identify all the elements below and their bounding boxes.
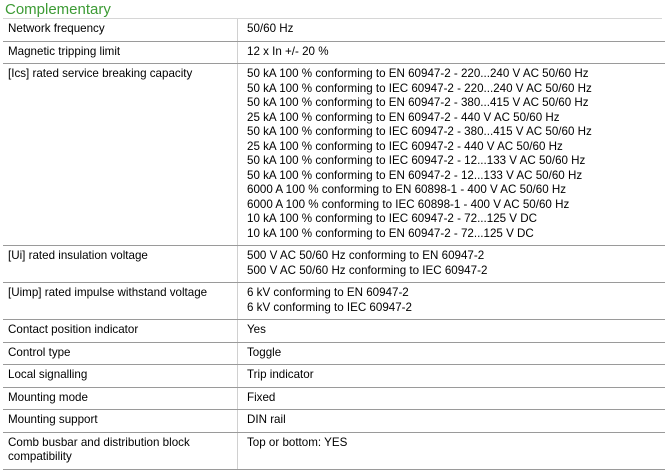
spec-label: [Ui] rated insulation voltage — [3, 246, 238, 283]
spec-value: 50/60 Hz — [247, 22, 661, 37]
spec-label: Control type — [3, 342, 238, 365]
spec-row — [3, 41, 665, 64]
spec-value: Fixed — [247, 391, 661, 406]
spec-value: Yes — [247, 323, 661, 338]
spec-value: Trip indicator — [247, 368, 661, 383]
spec-value-cell — [238, 41, 665, 64]
spec-value: 50 kA 100 % conforming to EN 60947-2 - 220...240 V AC 50/60 Hz — [247, 67, 661, 82]
spec-value-cell — [238, 410, 665, 433]
spec-table — [3, 19, 665, 470]
spec-row — [3, 19, 665, 41]
spec-row — [3, 365, 665, 388]
spec-label: Magnetic tripping limit — [3, 41, 238, 64]
spec-value: 50 kA 100 % conforming to IEC 60947-2 - 380...415 V AC 50/60 Hz — [247, 125, 661, 140]
spec-row — [3, 246, 665, 283]
spec-value: 50 kA 100 % conforming to EN 60947-2 - 380...415 V AC 50/60 Hz — [247, 96, 661, 111]
spec-value: 50 kA 100 % conforming to IEC 60947-2 - 220...240 V AC 50/60 Hz — [247, 82, 661, 97]
spec-row — [3, 283, 665, 320]
spec-value: 500 V AC 50/60 Hz conforming to IEC 60947-2 — [247, 264, 661, 279]
spec-value: Top or bottom: YES — [247, 436, 661, 451]
spec-table-body — [3, 19, 665, 469]
spec-label: Comb busbar and distribution block compatibility — [3, 432, 238, 469]
spec-value-cell — [238, 246, 665, 283]
spec-row — [3, 410, 665, 433]
spec-value: 50 kA 100 % conforming to IEC 60947-2 - 12...133 V AC 50/60 Hz — [247, 154, 661, 169]
spec-value-cell — [238, 283, 665, 320]
section-title: Complementary — [3, 0, 662, 19]
spec-value: 6 kV conforming to IEC 60947-2 — [247, 301, 661, 316]
spec-value: 25 kA 100 % conforming to IEC 60947-2 - 440 V AC 50/60 Hz — [247, 140, 661, 155]
spec-label: Network frequency — [3, 19, 238, 41]
spec-label: [Uimp] rated impulse withstand voltage — [3, 283, 238, 320]
spec-value-cell — [238, 320, 665, 343]
spec-value: 6000 A 100 % conforming to EN 60898-1 - 400 V AC 50/60 Hz — [247, 183, 661, 198]
spec-row — [3, 342, 665, 365]
spec-value: 12 x In +/- 20 % — [247, 45, 661, 60]
spec-value: 10 kA 100 % conforming to IEC 60947-2 - 72...125 V DC — [247, 212, 661, 227]
spec-label: Mounting support — [3, 410, 238, 433]
spec-value-cell — [238, 342, 665, 365]
spec-value-cell — [238, 365, 665, 388]
spec-row — [3, 64, 665, 246]
spec-label: Mounting mode — [3, 387, 238, 410]
spec-row — [3, 387, 665, 410]
spec-value: 500 V AC 50/60 Hz conforming to EN 60947-2 — [247, 249, 661, 264]
spec-value: 6 kV conforming to EN 60947-2 — [247, 286, 661, 301]
spec-label: Contact position indicator — [3, 320, 238, 343]
spec-row — [3, 320, 665, 343]
spec-value-cell — [238, 387, 665, 410]
spec-value-cell — [238, 432, 665, 469]
spec-value: Toggle — [247, 346, 661, 361]
spec-value: 50 kA 100 % conforming to EN 60947-2 - 12...133 V AC 50/60 Hz — [247, 169, 661, 184]
spec-value-cell — [238, 19, 665, 41]
spec-label: [Ics] rated service breaking capacity — [3, 64, 238, 246]
spec-value: 25 kA 100 % conforming to EN 60947-2 - 440 V AC 50/60 Hz — [247, 111, 661, 126]
spec-label: Local signalling — [3, 365, 238, 388]
spec-value: 10 kA 100 % conforming to EN 60947-2 - 72...125 V DC — [247, 227, 661, 242]
spec-value: DIN rail — [247, 413, 661, 428]
spec-value-cell — [238, 64, 665, 246]
spec-row — [3, 432, 665, 469]
spec-value: 6000 A 100 % conforming to IEC 60898-1 - 400 V AC 50/60 Hz — [247, 198, 661, 213]
